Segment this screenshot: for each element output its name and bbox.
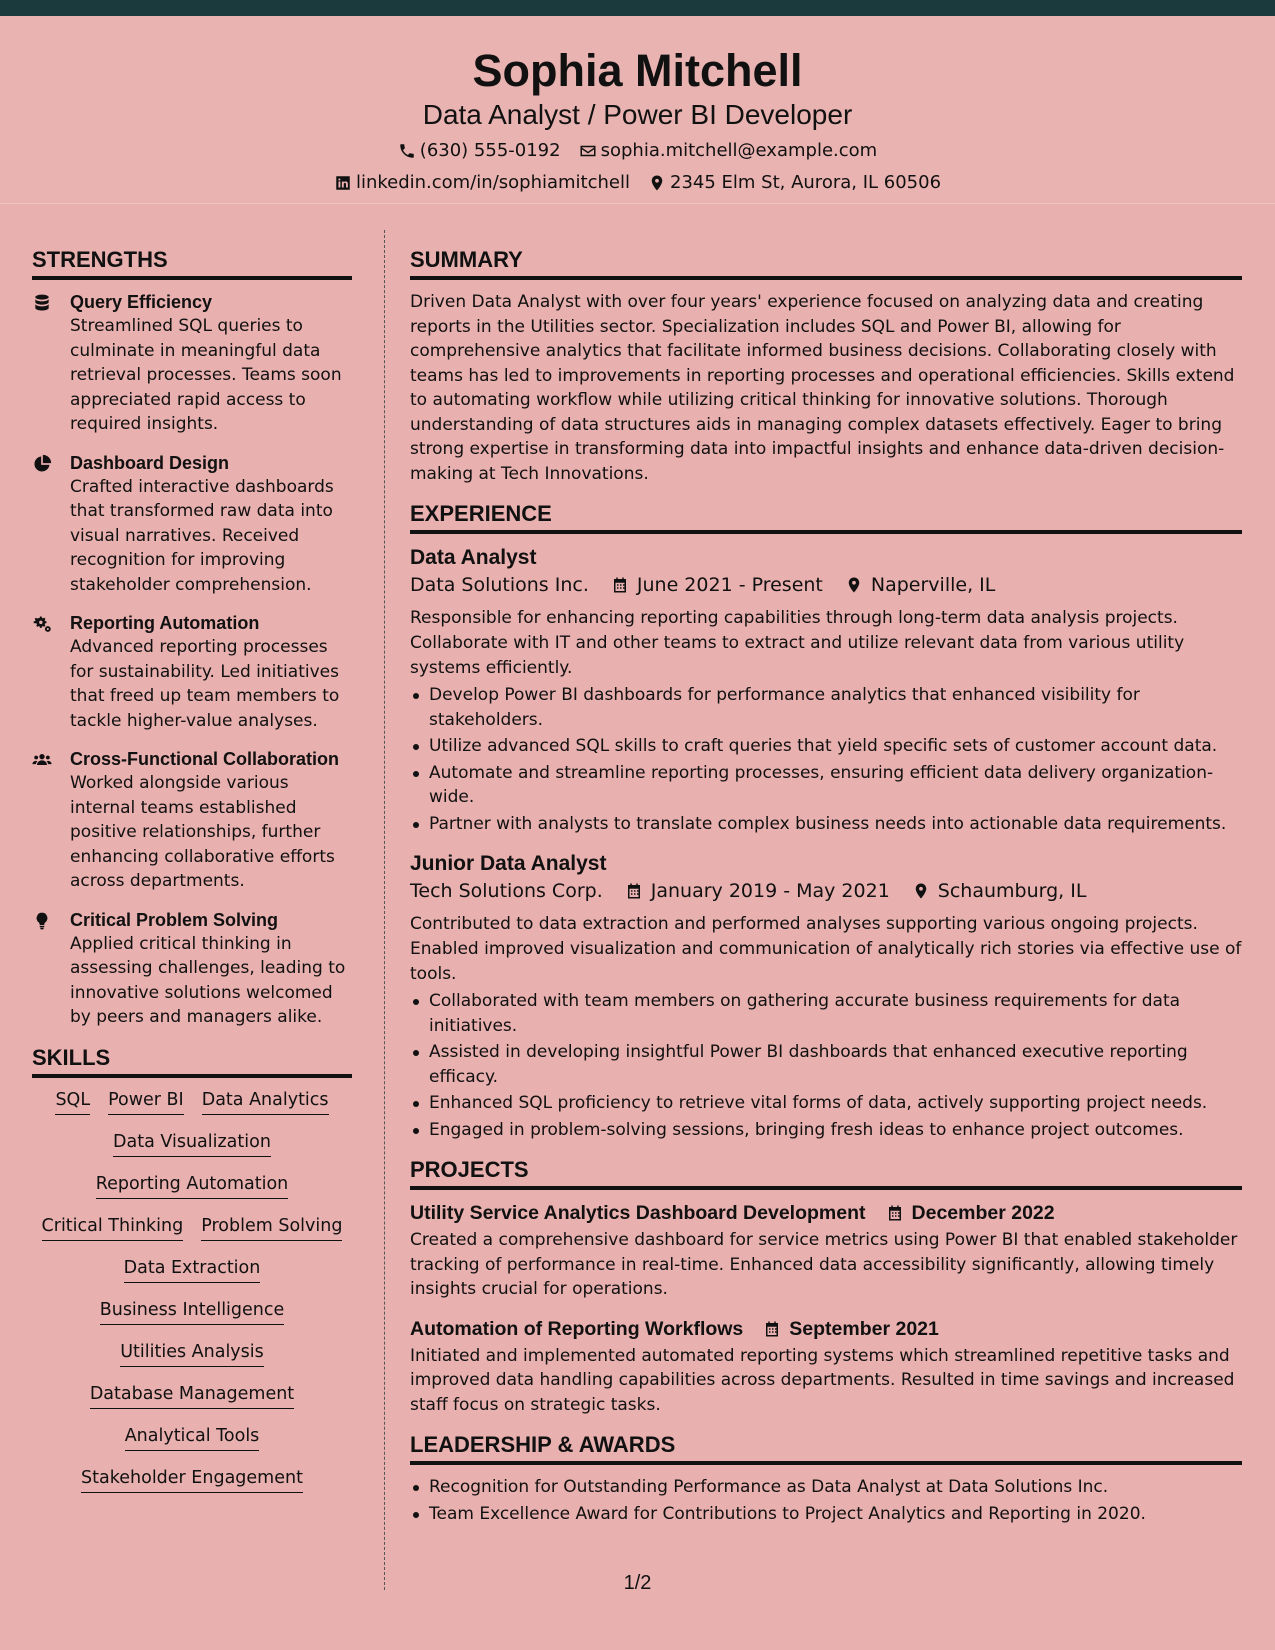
strength-name: Dashboard Design xyxy=(70,452,230,473)
column-divider xyxy=(384,230,385,1590)
skill-tag: Business Intelligence xyxy=(100,1298,285,1325)
job-title: Junior Data Analyst xyxy=(410,852,607,875)
job-location: Naperville, IL xyxy=(870,574,996,596)
linkedin-icon xyxy=(334,174,352,192)
strength-desc: Crafted interactive dashboards that transformed raw data into visual narratives. Received recognition for improving stakeholder comprehension. xyxy=(70,476,334,595)
strength-name: Reporting Automation xyxy=(70,613,260,633)
resume-header xyxy=(0,16,1275,204)
experience-heading: EXPERIENCE xyxy=(410,500,1242,534)
strengths-heading: STRENGTHS xyxy=(32,246,352,280)
strength-desc: Advanced reporting processes for sustainability. Led initiatives that freed up team members to tackle higher-value analyses. xyxy=(70,637,340,731)
skill-row xyxy=(32,1256,352,1283)
award-item: Team Excellence Award for Contributions to Project Analytics and Reporting in 2020. xyxy=(410,1502,1242,1527)
job-desc: Responsible for enhancing reporting capabilities through long-term data analysis projects. Collaborate with IT and other teams to extract and utilize relevant data from various utility systems efficiently. xyxy=(410,608,1185,678)
skill-tag: Problem Solving xyxy=(201,1214,342,1241)
skill-row xyxy=(32,1340,352,1367)
project-head xyxy=(410,1200,1242,1226)
project-desc: Created a comprehensive dashboard for service metrics using Power BI that enabled stakeholder tracking of performance in real-time. Enhanced data accessibility significantly, allowing timely insights crucial for operations. xyxy=(410,1230,1238,1299)
skill-tag: Data Analytics xyxy=(202,1088,329,1115)
right-column xyxy=(410,246,1242,1528)
job-bullet: Develop Power BI dashboards for performance analytics that enhanced visibility for stakeholders. xyxy=(410,683,1242,732)
address-contact xyxy=(648,172,941,194)
calendar-icon xyxy=(625,882,643,900)
skill-tag: Critical Thinking xyxy=(42,1214,184,1241)
skills-list xyxy=(32,1088,352,1493)
skill-row xyxy=(32,1130,352,1157)
skill-row xyxy=(32,1424,352,1451)
strength-item xyxy=(32,451,352,598)
calendar-icon xyxy=(763,1320,781,1338)
job-meta xyxy=(410,572,1242,598)
skill-tag: Stakeholder Engagement xyxy=(81,1466,303,1493)
address-text: 2345 Elm St, Aurora, IL 60506 xyxy=(670,172,942,193)
skill-tag: Power BI xyxy=(108,1088,184,1115)
skill-row xyxy=(32,1172,352,1199)
phone-icon xyxy=(398,142,416,160)
project-date: December 2022 xyxy=(911,1202,1055,1224)
strength-name: Query Efficiency xyxy=(70,292,213,312)
job-bullet: Assisted in developing insightful Power BI dashboards that enhanced executive reporting efficacy. xyxy=(410,1040,1242,1089)
skill-tag: Data Extraction xyxy=(124,1256,261,1283)
email-text: sophia.mitchell@example.com xyxy=(600,140,878,161)
map-pin-icon xyxy=(648,174,666,192)
job-location: Schaumburg, IL xyxy=(937,880,1087,902)
skill-row xyxy=(32,1466,352,1493)
summary-text: Driven Data Analyst with over four years' experience focused on analyzing data and creating reports in the Utilities sector. Specialization includes SQL and Power BI, allowing for comprehensive analytics that facilitate informed business decisions. Collaborating closely with teams has led to improvements in reporting processes and operational efficiencies. Skills extend to automating workflow while utilizing critical thinking for innovative solutions. Thorough understanding of data structures aids in managing complex datasets effectively. Eager to bring strong expertise in transforming data into impactful insights and enhance data-driven decision-making at Tech Innovations. xyxy=(410,292,1235,484)
top-accent-bar xyxy=(0,0,1275,16)
job-desc: Contributed to data extraction and performed analyses supporting various ongoing projects. Enabled improved visualization and communication of analytically rich stories via effective use of tools. xyxy=(410,914,1242,984)
project-date: September 2021 xyxy=(789,1317,939,1340)
strength-item xyxy=(32,747,352,894)
skill-tag: Utilities Analysis xyxy=(120,1340,264,1367)
project-entry xyxy=(410,1200,1242,1302)
job-dates: January 2019 - May 2021 xyxy=(650,880,890,902)
calendar-icon xyxy=(611,576,629,594)
skill-tag: Data Visualization xyxy=(113,1130,271,1157)
skill-tag: Analytical Tools xyxy=(125,1424,260,1451)
skill-tag: Reporting Automation xyxy=(96,1172,289,1199)
map-pin-icon xyxy=(845,576,863,594)
email-contact[interactable] xyxy=(579,140,878,162)
awards-list xyxy=(410,1475,1242,1526)
pie-chart-icon xyxy=(32,454,52,474)
skill-tag: SQL xyxy=(55,1088,90,1115)
project-desc: Initiated and implemented automated reporting systems which streamlined repetitive tasks and improved data handling capabilities across departments. Resulted in time savings and increased staff focus on strategic tasks. xyxy=(410,1345,1235,1415)
skill-row xyxy=(32,1382,352,1409)
skill-row xyxy=(32,1214,352,1241)
job-entry xyxy=(410,544,1242,836)
project-name: Automation of Reporting Workflows xyxy=(410,1317,744,1340)
projects-heading: PROJECTS xyxy=(410,1156,1242,1190)
strength-desc: Streamlined SQL queries to culminate in meaningful data retrieval processes. Teams soon appreciated rapid access to required insights. xyxy=(70,316,342,434)
left-column xyxy=(32,246,352,1508)
skill-row xyxy=(32,1298,352,1325)
skill-row xyxy=(32,1088,352,1115)
award-item: Recognition for Outstanding Performance as Data Analyst at Data Solutions Inc. xyxy=(410,1475,1242,1500)
strength-name: Cross-Functional Collaboration xyxy=(70,749,340,769)
job-title: Data Analyst xyxy=(410,546,537,569)
awards-heading: LEADERSHIP & AWARDS xyxy=(410,1431,1242,1465)
job-bullets xyxy=(410,683,1242,836)
job-company: Data Solutions Inc. xyxy=(410,574,589,596)
job-bullet: Collaborated with team members on gathering accurate business requirements for data initiatives. xyxy=(410,989,1242,1038)
strength-item xyxy=(32,611,352,733)
contact-row-2 xyxy=(0,172,1275,194)
lightbulb-icon xyxy=(32,911,52,931)
skills-heading: SKILLS xyxy=(32,1044,352,1078)
calendar-icon xyxy=(886,1204,904,1222)
page-number: 1/2 xyxy=(623,1572,652,1594)
job-bullet: Partner with analysts to translate complex business needs into actionable data requirements. xyxy=(410,812,1242,837)
project-entry xyxy=(410,1316,1242,1418)
job-bullet: Automate and streamline reporting processes, ensuring efficient data delivery organization-wide. xyxy=(410,761,1242,810)
linkedin-contact[interactable] xyxy=(334,172,630,194)
strength-desc: Worked alongside various internal teams established positive relationships, further enhancing collaborative efforts across departments. xyxy=(70,773,335,891)
job-meta xyxy=(410,878,1242,904)
strength-desc: Applied critical thinking in assessing challenges, leading to innovative solutions welcomed by peers and managers alike. xyxy=(70,933,346,1027)
job-bullet: Utilize advanced SQL skills to craft queries that yield specific sets of customer account data. xyxy=(410,734,1242,759)
strength-item xyxy=(32,290,352,437)
phone-contact xyxy=(398,140,561,162)
project-head xyxy=(410,1316,1242,1342)
candidate-name: Sophia Mitchell xyxy=(472,45,803,96)
database-icon xyxy=(32,293,52,313)
job-company: Tech Solutions Corp. xyxy=(410,880,603,902)
strength-item xyxy=(32,908,352,1030)
skill-tag: Database Management xyxy=(90,1382,294,1409)
summary-heading: SUMMARY xyxy=(410,246,1242,280)
strength-name: Critical Problem Solving xyxy=(70,909,279,930)
candidate-title: Data Analyst / Power BI Developer xyxy=(422,99,853,130)
gears-icon xyxy=(32,614,52,634)
envelope-icon xyxy=(579,142,597,160)
contact-row-1 xyxy=(0,140,1275,162)
job-dates: June 2021 - Present xyxy=(636,574,823,596)
job-entry xyxy=(410,850,1242,1142)
map-pin-icon xyxy=(912,882,930,900)
job-bullet: Enhanced SQL proficiency to retrieve vital forms of data, actively supporting project needs. xyxy=(410,1091,1242,1116)
project-name: Utility Service Analytics Dashboard Development xyxy=(410,1202,866,1224)
phone-text: (630) 555-0192 xyxy=(419,140,561,161)
users-icon xyxy=(32,750,52,770)
job-bullet: Engaged in problem-solving sessions, bringing fresh ideas to enhance project outcomes. xyxy=(410,1118,1242,1143)
linkedin-text: linkedin.com/in/sophiamitchell xyxy=(355,172,630,193)
job-bullets xyxy=(410,989,1242,1142)
